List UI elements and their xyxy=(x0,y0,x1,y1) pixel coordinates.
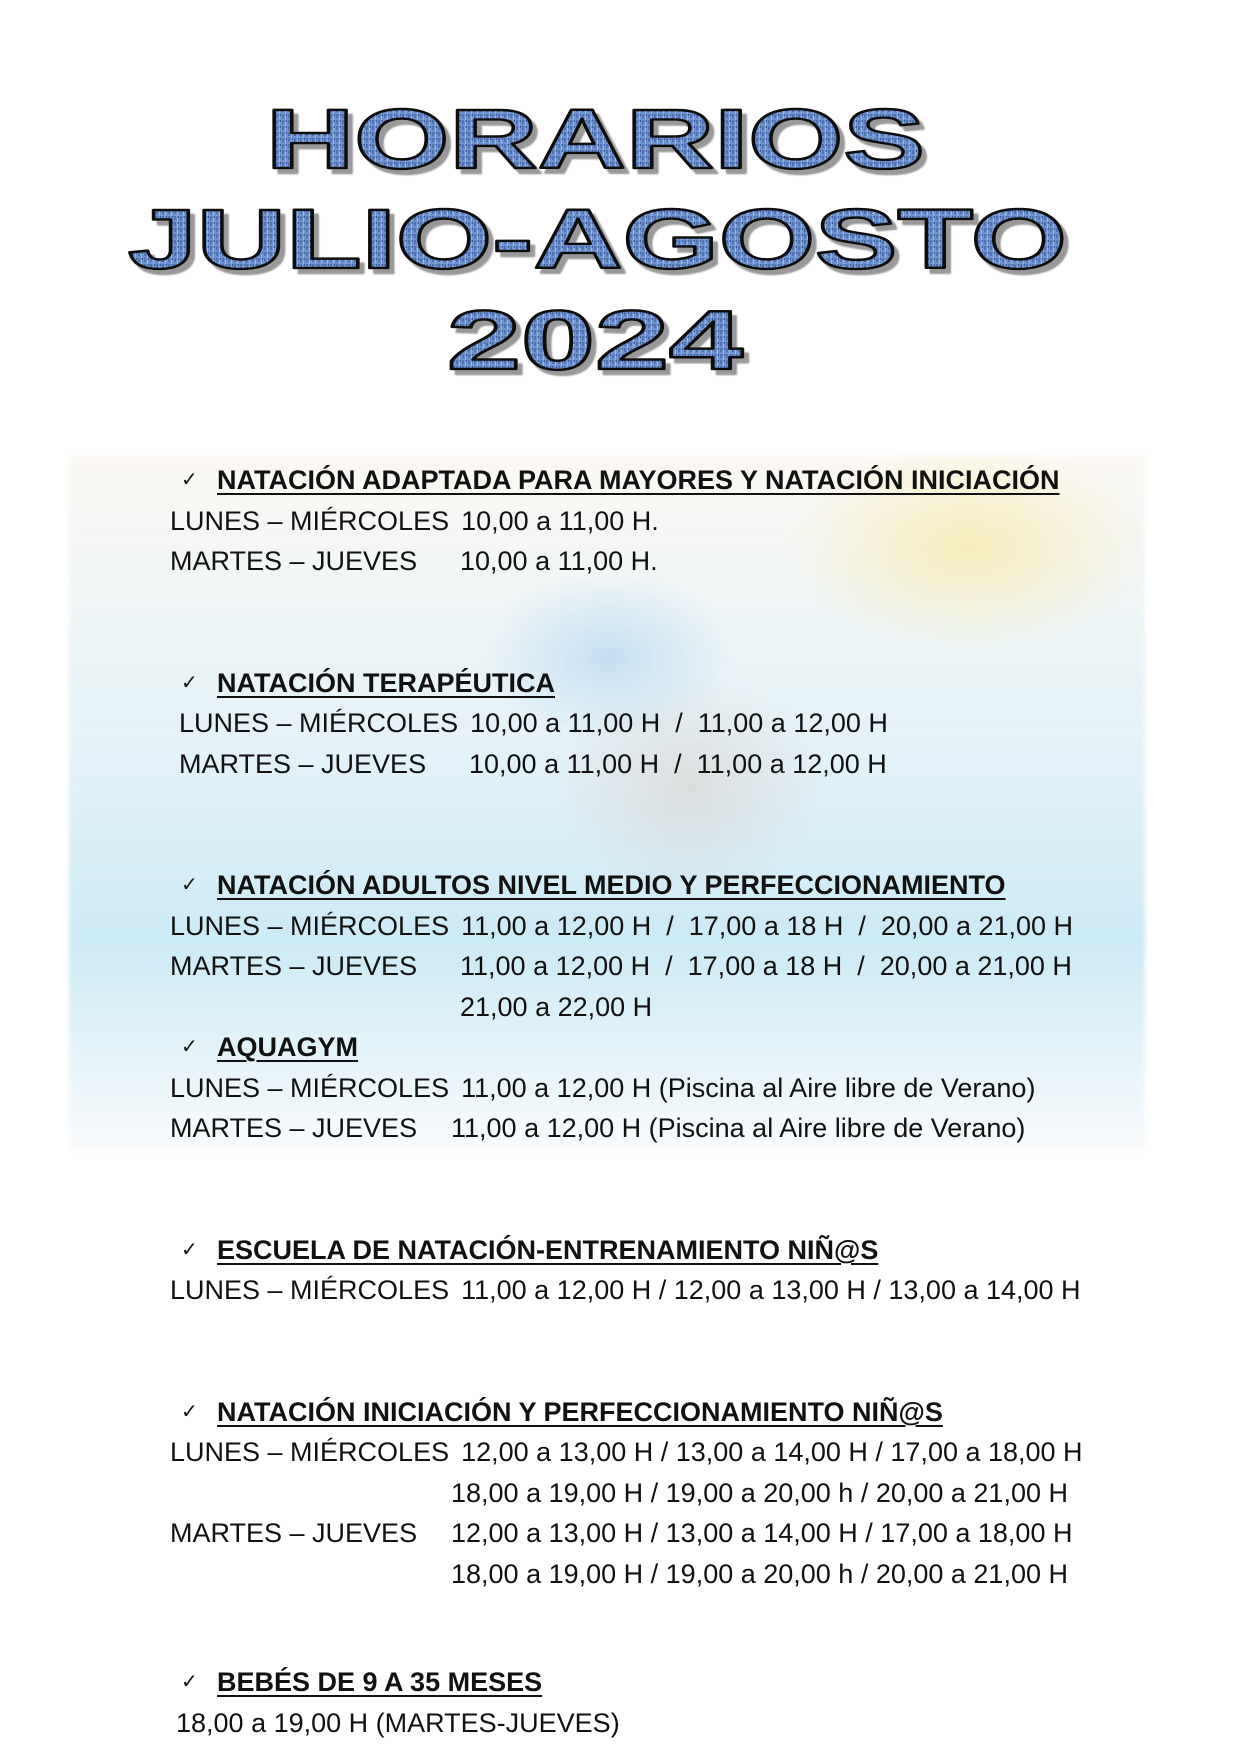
time-slots: 18,00 a 19,00 H / 19,00 a 20,00 h / 20,00 a 21,00 H xyxy=(451,1558,1068,1589)
schedule-row xyxy=(0,1554,1240,1595)
time-slots: 21,00 a 22,00 H xyxy=(460,991,653,1022)
days-label xyxy=(170,987,460,1028)
days-label: MARTES – JUEVES xyxy=(179,748,427,779)
days-label: LUNES – MIÉRCOLES xyxy=(170,910,450,941)
schedule-row xyxy=(0,1473,1240,1514)
days-label: MARTES – JUEVES xyxy=(170,1113,418,1143)
time-slots: 12,00 a 13,00 H / 13,00 a 14,00 H / 17,00 a 18,00 H xyxy=(451,1518,1073,1548)
schedule-row xyxy=(0,1270,1240,1311)
time-slots: 11,00 a 12,00 H / 12,00 a 13,00 H / 13,00 a 14,00 H xyxy=(461,1275,1081,1305)
checkmark-icon: ✓ xyxy=(181,1671,198,1693)
section-heading xyxy=(0,1662,1240,1703)
days-label: LUNES – MIÉRCOLES xyxy=(170,1072,450,1103)
document-title xyxy=(0,90,1240,390)
days-label xyxy=(170,1554,451,1595)
checkmark-icon: ✓ xyxy=(181,874,198,896)
schedule-section xyxy=(0,460,1240,582)
checkmark-icon: ✓ xyxy=(181,469,198,491)
days-label: MARTES – JUEVES xyxy=(170,1518,418,1548)
time-slots: 11,00 a 12,00 H (Piscina al Aire libre de Verano) xyxy=(451,1113,1026,1143)
schedule-list xyxy=(0,460,1240,1743)
section-heading xyxy=(0,663,1240,704)
checkmark-icon: ✓ xyxy=(181,1400,198,1423)
schedule-row xyxy=(0,1108,1240,1149)
days-label: LUNES – MIÉRCOLES xyxy=(179,708,459,738)
days-label: LUNES – MIÉRCOLES xyxy=(170,1275,450,1305)
time-slots: 11,00 a 12,00 H / 17,00 a 18 H / 20,00 a 21,00 H xyxy=(461,910,1074,941)
schedule-section xyxy=(0,1230,1240,1311)
schedule-row xyxy=(0,987,1240,1028)
schedule-row xyxy=(0,1432,1240,1473)
schedule-section xyxy=(0,865,1240,1027)
schedule-row xyxy=(0,906,1240,947)
days-label: MARTES – JUEVES xyxy=(170,546,418,576)
section-title: BEBÉS DE 9 A 35 MESES xyxy=(217,1667,543,1697)
schedule-row xyxy=(0,744,1240,785)
schedule-section xyxy=(0,663,1240,785)
title-line-3: 2024 xyxy=(447,293,744,387)
checkmark-icon: ✓ xyxy=(181,1238,198,1261)
section-title: NATACIÓN INICIACIÓN Y PERFECCIONAMIENTO NIÑ@S xyxy=(217,1396,943,1427)
section-heading xyxy=(0,1230,1240,1271)
days-label: LUNES – MIÉRCOLES xyxy=(170,1437,450,1467)
schedule-row xyxy=(0,541,1240,582)
time-slots: 11,00 a 12,00 H (Piscina al Aire libre de Verano) xyxy=(461,1072,1036,1103)
days-label: MARTES – JUEVES xyxy=(170,951,418,981)
section-title: ESCUELA DE NATACIÓN-ENTRENAMIENTO NIÑ@S xyxy=(217,1234,879,1265)
section-title: NATACIÓN ADULTOS NIVEL MEDIO Y PERFECCIONAMIENTO xyxy=(217,870,1006,900)
days-label xyxy=(170,1473,451,1514)
schedule-row xyxy=(0,1513,1240,1554)
time-slots: 18,00 a 19,00 H / 19,00 a 20,00 h / 20,00 a 21,00 H xyxy=(451,1477,1068,1508)
section-heading xyxy=(0,1392,1240,1433)
schedule-row xyxy=(0,1068,1240,1109)
schedule-section xyxy=(0,1662,1240,1743)
time-slots: 10,00 a 11,00 H / 11,00 a 12,00 H xyxy=(469,748,887,779)
time-slots: 10,00 a 11,00 H. xyxy=(461,505,659,536)
days-label: LUNES – MIÉRCOLES xyxy=(170,505,450,536)
time-slots: 10,00 a 11,00 H. xyxy=(460,546,658,576)
title-line-2: JULIO-AGOSTO xyxy=(128,192,1067,286)
time-slots: 12,00 a 13,00 H / 13,00 a 14,00 H / 17,00 a 18,00 H xyxy=(461,1437,1083,1467)
schedule-row xyxy=(0,703,1240,744)
schedule-section xyxy=(0,1392,1240,1595)
title-line-1: HORARIOS xyxy=(266,92,925,186)
checkmark-icon: ✓ xyxy=(181,1036,198,1058)
section-heading xyxy=(0,460,1240,501)
time-slots: 10,00 a 11,00 H / 11,00 a 12,00 H xyxy=(470,708,888,738)
schedule-row xyxy=(0,946,1240,987)
checkmark-icon: ✓ xyxy=(181,671,198,694)
section-title: AQUAGYM xyxy=(217,1032,358,1062)
days-label: 18,00 a 19,00 H (MARTES-JUEVES) xyxy=(176,1707,620,1738)
schedule-row xyxy=(0,501,1240,542)
schedule-section xyxy=(0,1027,1240,1149)
time-slots: 11,00 a 12,00 H / 17,00 a 18 H / 20,00 a 21,00 H xyxy=(460,951,1072,981)
section-heading xyxy=(0,865,1240,906)
section-title: NATACIÓN TERAPÉUTICA xyxy=(217,667,555,698)
schedule-row xyxy=(0,1703,1240,1744)
section-title: NATACIÓN ADAPTADA PARA MAYORES Y NATACIÓN INICIACIÓN xyxy=(217,465,1060,495)
section-heading xyxy=(0,1027,1240,1068)
